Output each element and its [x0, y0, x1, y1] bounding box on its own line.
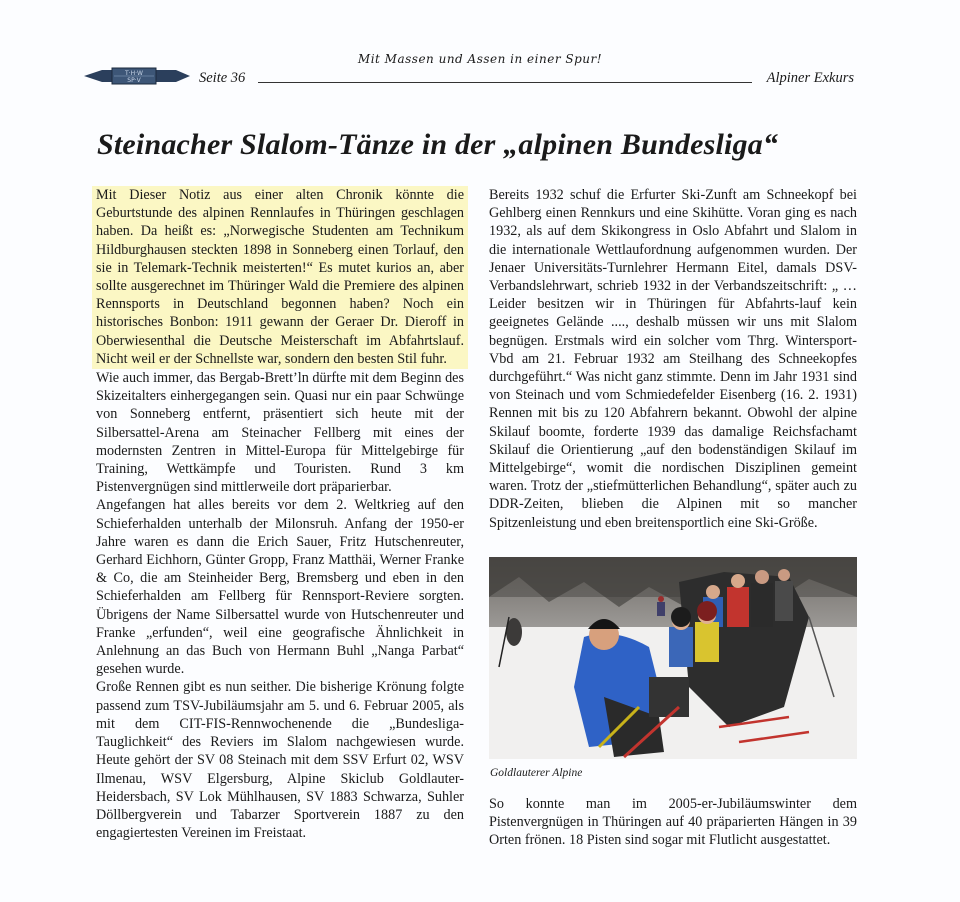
highlighted-intro-paragraph: Mit Dieser Notiz aus einer alten Chronik könnte die Geburtstunde des alpinen Rennlaufes in Thüringen geschlagen haben. Da heißt es: „Norwegische Studenten am Technikum Hildburghausen steckten 1898 in Sonneberg einen Torlauf, den sie in Telemark-Technik meisterten!“ Es mutet kurios an, aber sollte ausgerechnet im Thüringer Wald die Premiere des alpinen Rennsports in Deutschland begonnen haben? Noch ein historisches Bonbon: 1911 gewann der Geraer Dr. Dieroff in Oberwiesenthal die Deutsche Meisterschaft im Abfahrtslauf. Nicht weil er der Schnellste war, sondern den besten Stil fuhr.	[92, 186, 468, 369]
header-motto: Mit Massen und Assen in einer Spur!	[357, 52, 603, 66]
club-logo-icon	[84, 66, 190, 86]
photo-caption: Goldlauterer Alpine	[490, 767, 583, 779]
section-title: Alpiner Exkurs	[766, 70, 854, 86]
closing-paragraph: So konnte man im 2005-er-Jubiläumswinter dem Pistenvergnügen in Thüringen auf 40 präparierten Hängen in 39 Orten frönen. 18 Pisten sind sogar mit Flutlicht ausgestattet.	[489, 796, 857, 849]
article-title: Steinacher Slalom-Tänze in der „alpinen Bundesliga“	[97, 128, 779, 161]
left-column	[96, 186, 464, 842]
paragraph: Angefangen hat alles bereits vor dem 2. Weltkrieg auf den Schieferhalden unterhalb der Milonsruh. Anfang der 1950-er Jahre waren es dann die Erich Sauer, Fritz Hutschenreuter, Gerhard Eichhorn, Günter Gropp, Franz Matthäi, Werner Franke & Co, die am Steinheider Berg, Bremsberg und eben in den Schieferhalden am Fellberg für Rennsport-Reviere sorgten. Übrigens der Name Silbersattel wurde von Hutschenreuter und Franke „erfunden“, weil eine geografische Ähnlichkeit in Anlehnung an das Buch von Hermann Buhl „Nanga Parbat“ gesehen wurde.	[96, 497, 464, 678]
right-column	[489, 186, 857, 532]
svg-text:SP·V: SP·V	[127, 77, 141, 84]
page-number: Seite 36	[199, 70, 246, 86]
paragraph: Bereits 1932 schuf die Erfurter Ski-Zunft am Schneekopf bei Gehlberg einen Rennkurs und eine Skihütte. Voran ging es nach 1932, als auf dem Skikongress in Oslo Abfahrt und Slalom in die internationale Wettlaufordnung aufgenommen wurden. Der Jenaer Universitäts-Turnlehrer Hermann Eitel, damals DSV-Verbandslehrwart, schrieb 1932 in der Verbandszeitschrift: „ … Leider besitzen wir in Thüringen für Abfahrts-lauf kein geeignetes Gelände ...., deshalb müssen wir uns mit Slalom begnügen. Erstmals wird ein solcher vom Thrg. Wintersport-Vbd am 21. Februar 1932 am Steilhang des Schneekopfes durchgeführt.“ Was nicht ganz stimmte. Denn im Jahr 1931 sind von Steinach und vom Schmiedefelder Eisenberg (16. 2. 1931) Rennen mit bis zu 120 Abfahrern bekannt. Obwohl der alpine Skilauf boomte, forderte 1939 das damalige Reichsfachamt Skilauf die Orientierung „auf den bodenständigen Skilauf im Mittelgebirge“, womit die nordischen Disziplinen gemeint waren. Trotz der „stiefmütterlichen Behandlung“, später auch zu DDR-Zeiten, blieben die Alpinen mit so mancher Spitzenleistung und eben breitensportlich eine Ski-Größe.	[489, 187, 857, 531]
paragraph: Wie auch immer, das Bergab-Brett’ln dürfte mit dem Beginn des Skizeitalters einhergegangen sein. Quasi nur ein paar Schwünge von Sonneberg entfernt, präsentiert sich heute mit der Silbersattel-Arena am Steinacher Fellberg mit eines der modernsten Zentren in Mittel-Europa für Mittelgebirge für Training, Wettkämpfe und Touristen. Rund 3 km Pistenvergnügen sind mittlerweile dort präparierbar.	[96, 370, 464, 496]
paragraph: Große Rennen gibt es nun seither. Die bisherige Krönung folgte passend zum TSV-Jubiläumsjahr am 5. und 6. Februar 2005, als mit dem CIT-FIS-Rennwochenende die „Bundesliga-Tauglichkeit“ des Reviers im Slalom nachgewiesen wurde. Heute gehört der SV 08 Steinach mit dem SSV Erfurt 02, WSV Ilmenau, WSV Elgersburg, Alpine Skiclub Goldlauter-Heidersbach, SV Lok Mühlhausen, SV 1883 Schwarza, Suhler Döllbergverein und Tabarzer Sportverein 1887 zu den engagiertesten Vereinen im Freistaat.	[96, 679, 464, 842]
svg-text:T·H·W: T·H·W	[125, 70, 143, 77]
ski-group-photo	[489, 557, 857, 759]
header-rule	[258, 82, 752, 83]
